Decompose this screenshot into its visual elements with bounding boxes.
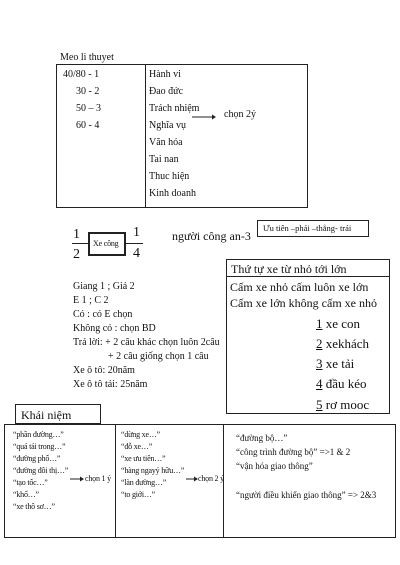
concept-item: “người điều khiển giao thông” => 2&3 [236, 490, 377, 500]
sign-box [88, 232, 126, 256]
meo-divider [145, 65, 146, 207]
note-2: E 1 ; C 2 [73, 295, 109, 306]
sign-left-top: 1 [73, 227, 80, 242]
khai-niem-title: Khái niệm [21, 408, 72, 422]
arrow-right-icon [192, 113, 216, 121]
concept-item: “tạo tốc…” [13, 478, 48, 487]
note-3: Có : có E chọn [73, 309, 133, 320]
col2-note: chọn 2 ý [198, 474, 224, 483]
sign-left-bottom: 2 [73, 247, 80, 262]
col1-note: chọn 1 ý [85, 474, 111, 483]
vehicle-item: 5 rơ mooc [316, 397, 370, 412]
uu-tien-box [257, 220, 369, 237]
note-5: Trả lời: + 2 câu khác chọn luôn 2câu [73, 337, 220, 348]
uu-tien-text: Ưu tiên –phải –thẳng- trái [263, 223, 352, 233]
concept-item: “làn đường…” [121, 478, 167, 487]
range-1: 40/80 - 1 [63, 69, 100, 80]
concept-item: “phần đường…” [13, 430, 64, 439]
vehicle-item: 1 xe con [316, 316, 361, 331]
concept-item: “đường bộ…” [236, 433, 288, 443]
thu-tu-rule-1: Cấm xe nhỏ cấm luôn xe lớn [230, 280, 369, 294]
topic-nghia-vu: Nghĩa vụ [149, 120, 186, 131]
concept-item: “đỗ xe…” [121, 442, 153, 451]
concept-item: “đường đôi thị…” [13, 466, 69, 475]
range-3: 50 – 3 [76, 103, 101, 114]
range-2: 30 - 2 [76, 86, 100, 97]
sign-line-right [125, 243, 143, 244]
sign-label: Xe công [93, 239, 119, 248]
khai-niem-col-1 [13, 431, 68, 511]
topic-thuc-hien: Thuc hiện [149, 171, 190, 182]
vehicle-item: 2 xekhách [316, 336, 370, 351]
topic-trach-nhiem: Trách nhiệm [149, 103, 200, 114]
thu-tu-title-divider [227, 276, 389, 277]
note-4: Không có : chọn BD [73, 323, 156, 334]
sign-right-top: 1 [133, 225, 140, 240]
topic-van-hoa: Văn hóa [149, 137, 183, 148]
vehicle-item: 4 đầu kéo [316, 376, 367, 391]
sign-right-bottom: 4 [133, 246, 140, 261]
note-6: + 2 câu giống chọn 1 câu [108, 351, 209, 362]
vehicle-item: 3 xe tải [316, 356, 355, 371]
note-8: Xe ô tô tải: 25năm [73, 379, 148, 390]
sign-caption: người công an-3 [172, 229, 251, 243]
concept-item: “dừng xe…” [121, 430, 160, 439]
concept-item: “khổ…” [13, 490, 39, 499]
concept-item: “xe thô sơ…” [13, 502, 55, 511]
concept-item: “đường phố…” [13, 454, 61, 463]
note-7: Xe ô tô: 20năm [73, 365, 135, 376]
range-4: 60 - 4 [76, 120, 100, 131]
arrow-right-icon [70, 475, 84, 483]
meo-ranges [63, 70, 101, 131]
topic-tai-nan: Tai nan [149, 154, 179, 165]
topic-dao-duc: Đao đức [149, 86, 184, 97]
arrow-right-icon [186, 475, 198, 483]
thu-tu-title: Thứ tự xe từ nhỏ tới lớn [231, 262, 347, 276]
concept-item: “quá tải trong…” [13, 442, 66, 451]
concept-item: “công trình đường bộ” =>1 & 2 [236, 447, 351, 457]
sign-line-left [72, 243, 89, 244]
meo-title: Meo li thuyet [60, 52, 114, 63]
concept-item: “xe ưu tiên…” [121, 454, 166, 463]
meo-topics [149, 70, 199, 199]
khai-niem-title-box [15, 404, 101, 424]
nghia-vu-note: chọn 2ý [224, 109, 256, 120]
topic-kinh-doanh: Kinh doanh [149, 188, 196, 199]
khai-niem-col-2 [121, 431, 184, 499]
concept-item: “vận hóa giao thông” [236, 461, 313, 471]
concept-item: “to giới…” [121, 490, 156, 499]
khai-niem-divider-1 [115, 425, 116, 537]
topic-hanh-vi: Hành vi [149, 69, 181, 80]
note-1: Giang 1 ; Giả 2 [73, 281, 135, 292]
thu-tu-rule-2: Cấm xe lớn không cấm xe nhỏ [230, 296, 377, 310]
concept-item: “hàng ngayý hữu…” [121, 466, 185, 475]
